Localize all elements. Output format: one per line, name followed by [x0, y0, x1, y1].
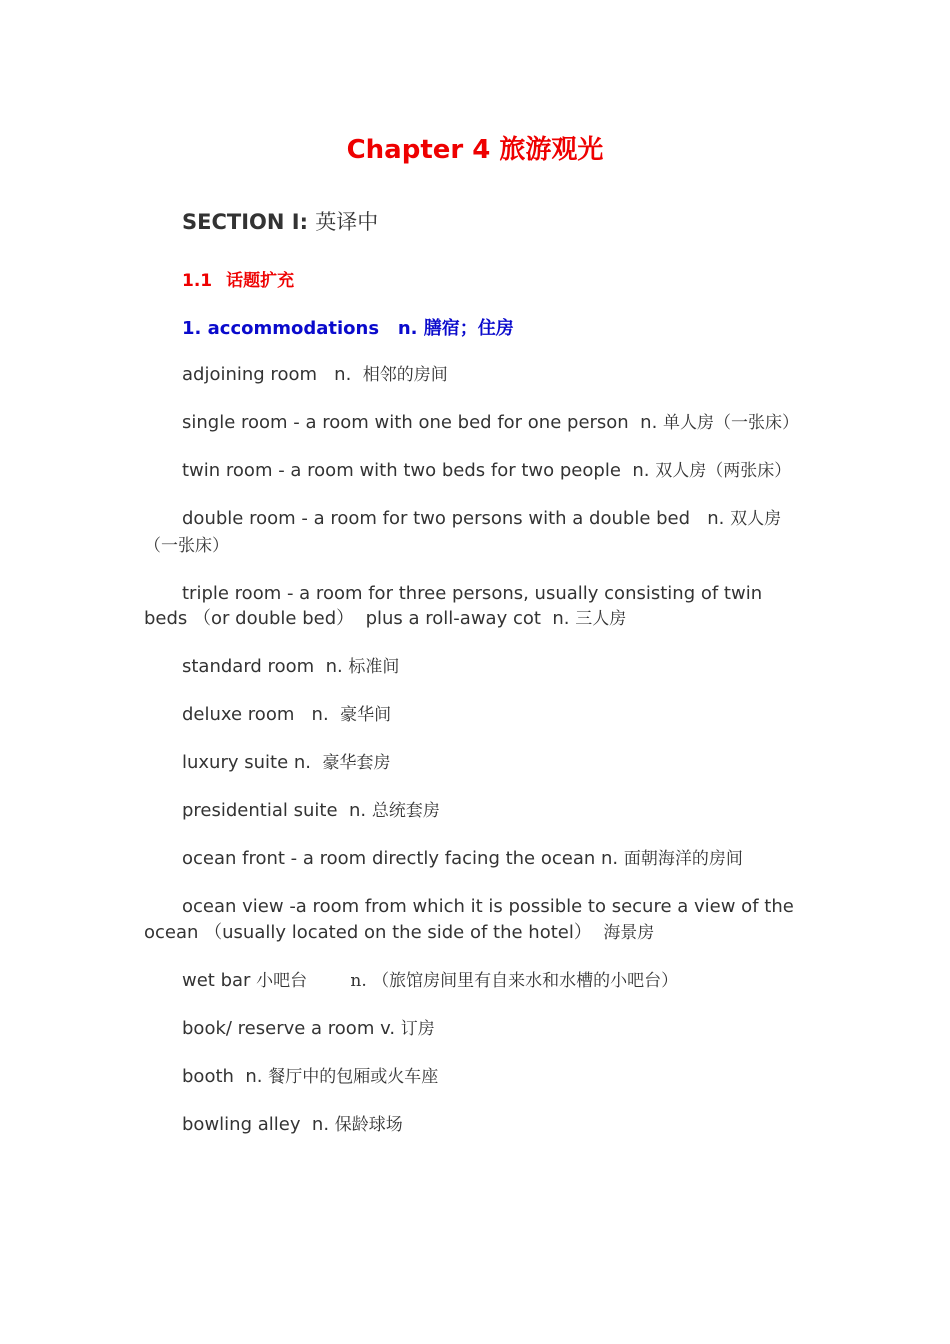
- vocab-entry: [144, 581, 806, 633]
- vocab-english: luxury suite n.: [182, 752, 323, 773]
- vocab-english: twin room - a room with two beds for two people n.: [182, 460, 656, 481]
- vocab-english: presidential suite n.: [182, 800, 372, 821]
- vocab-entry: [144, 362, 806, 389]
- subsection-title: 话题扩充: [226, 271, 295, 291]
- vocab-chinese: 餐厅中的包厢或火车座: [268, 1066, 439, 1087]
- section-title-cn: 英译中: [315, 210, 379, 234]
- vocab-english: double room - a room for two persons with a double bed n.: [182, 508, 731, 529]
- vocab-entry: [144, 798, 806, 825]
- vocab-entry: [144, 458, 806, 485]
- vocab-entry: [144, 750, 806, 777]
- vocab-english: bowling alley n.: [182, 1113, 335, 1135]
- chapter-title: Chapter 4 旅游观光: [346, 135, 604, 165]
- vocab-english: booth n.: [182, 1065, 269, 1087]
- vocab-english: single room - a room with one bed for one person n.: [182, 412, 664, 433]
- vocab-entry: [144, 1112, 806, 1139]
- vocab-chinese: 单人房（一张床）: [663, 413, 800, 433]
- topic-heading: 1. accommodations n. 膳宿；住房: [182, 318, 514, 339]
- vocab-chinese: 保龄球场: [334, 1114, 403, 1135]
- vocab-english: ocean view -a room from which it is possible to secure a view of the ocean （usually located on the side of the hotel）: [144, 896, 800, 943]
- vocab-entry: [144, 968, 806, 995]
- vocab-english: ocean front - a room directly facing the ocean n.: [182, 848, 624, 869]
- vocab-entry: [144, 702, 806, 729]
- vocab-chinese: 三人房: [575, 609, 627, 629]
- vocab-chinese: 总统套房: [371, 801, 440, 821]
- vocab-entry: [144, 846, 806, 873]
- vocab-chinese: 双人房（一张床）: [144, 509, 782, 556]
- section-label: SECTION I:: [182, 210, 316, 234]
- vocab-chinese: 订房: [400, 1018, 435, 1039]
- vocab-chinese: 豪华间: [340, 705, 392, 725]
- vocab-english: triple room - a room for three persons, usually consisting of twin beds （or double bed） plus a roll-away cot n.: [144, 582, 768, 629]
- vocab-english: book/ reserve a room v.: [182, 1017, 401, 1039]
- vocab-entry: [144, 654, 806, 681]
- vocabulary-list: [144, 362, 806, 1160]
- section-heading: [182, 207, 378, 237]
- vocab-entry: [144, 894, 806, 946]
- subsection-number: 1.1: [182, 271, 213, 291]
- vocab-entry: [144, 410, 806, 437]
- vocab-entry: [144, 1064, 806, 1091]
- vocab-chinese: 豪华套房: [322, 753, 391, 773]
- subsection-heading: [182, 269, 294, 293]
- vocab-chinese: 相邻的房间: [362, 365, 448, 385]
- vocab-english: standard room n.: [182, 656, 349, 677]
- vocab-english: wet bar: [182, 969, 257, 991]
- vocab-chinese: 小吧台 n. （旅馆房间里有自来水和水槽的小吧台）: [256, 970, 679, 991]
- vocab-english: deluxe room n.: [182, 704, 341, 725]
- vocab-chinese: 双人房（两张床）: [655, 461, 792, 481]
- vocab-chinese: 海景房: [603, 922, 655, 943]
- vocab-chinese: 面朝海洋的房间: [623, 849, 743, 869]
- vocab-english: adjoining room n.: [182, 364, 363, 385]
- vocab-chinese: 标准间: [348, 657, 400, 677]
- vocab-entry: [144, 1016, 806, 1043]
- vocab-entry: [144, 506, 806, 559]
